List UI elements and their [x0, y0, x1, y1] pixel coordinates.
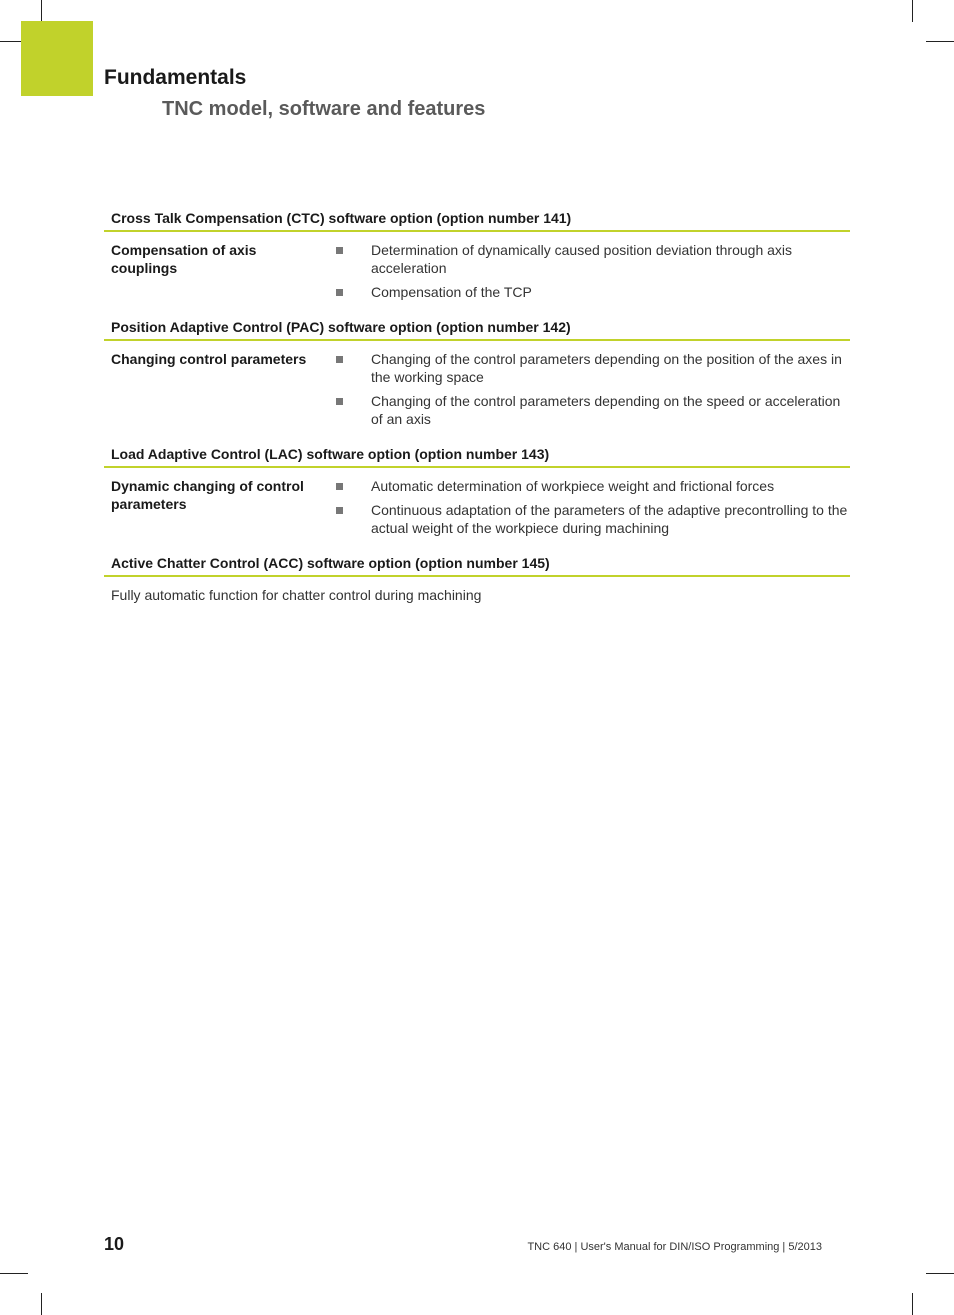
list-item: Changing of the control parameters depending on the speed or acceleration of an axis	[328, 392, 850, 428]
bullet-square-icon	[336, 398, 343, 405]
option-label: Dynamic changing of control parameters	[111, 478, 304, 512]
option-ctc	[104, 208, 850, 307]
option-heading: Active Chatter Control (ACC) software option (option number 145)	[104, 553, 850, 577]
chapter-title: Fundamentals	[104, 66, 247, 89]
footer-text: TNC 640 | User's Manual for DIN/ISO Programming | 5/2013	[527, 1241, 822, 1253]
option-label: Changing control parameters	[111, 351, 307, 367]
option-row	[104, 341, 850, 434]
crop-mark	[926, 1273, 954, 1274]
options-table	[104, 208, 850, 614]
option-label: Compensation of axis couplings	[111, 242, 257, 276]
crop-mark	[41, 0, 42, 22]
option-row	[104, 468, 850, 543]
option-pac	[104, 317, 850, 434]
bullet-square-icon	[336, 247, 343, 254]
page-number: 10	[104, 1234, 125, 1254]
option-row	[104, 232, 850, 307]
bullet-square-icon	[336, 507, 343, 514]
option-description: Fully automatic function for chatter control during machining	[111, 587, 482, 603]
bullet-square-icon	[336, 483, 343, 490]
crop-mark	[912, 0, 913, 22]
list-item: Changing of the control parameters depending on the position of the axes in the working space	[328, 350, 850, 386]
option-acc	[104, 553, 850, 604]
bullet-square-icon	[336, 289, 343, 296]
crop-mark	[926, 41, 954, 42]
option-heading: Cross Talk Compensation (CTC) software option (option number 141)	[104, 208, 850, 232]
crop-mark	[0, 1273, 28, 1274]
option-lac	[104, 444, 850, 543]
list-item: Compensation of the TCP	[328, 283, 850, 301]
section-title: TNC model, software and features	[162, 98, 486, 120]
option-heading: Load Adaptive Control (LAC) software option (option number 143)	[104, 444, 850, 468]
bullet-list	[328, 350, 850, 434]
crop-mark	[912, 1293, 913, 1315]
chapter-accent-block	[21, 21, 93, 96]
bullet-list	[328, 241, 850, 307]
bullet-square-icon	[336, 356, 343, 363]
list-item: Determination of dynamically caused position deviation through axis acceleration	[328, 241, 850, 277]
option-heading: Position Adaptive Control (PAC) software option (option number 142)	[104, 317, 850, 341]
list-item: Automatic determination of workpiece weight and frictional forces	[328, 477, 850, 495]
crop-mark	[41, 1293, 42, 1315]
list-item: Continuous adaptation of the parameters of the adaptive precontrolling to the actual weight of the workpiece during machining	[328, 501, 850, 537]
bullet-list	[328, 477, 850, 543]
